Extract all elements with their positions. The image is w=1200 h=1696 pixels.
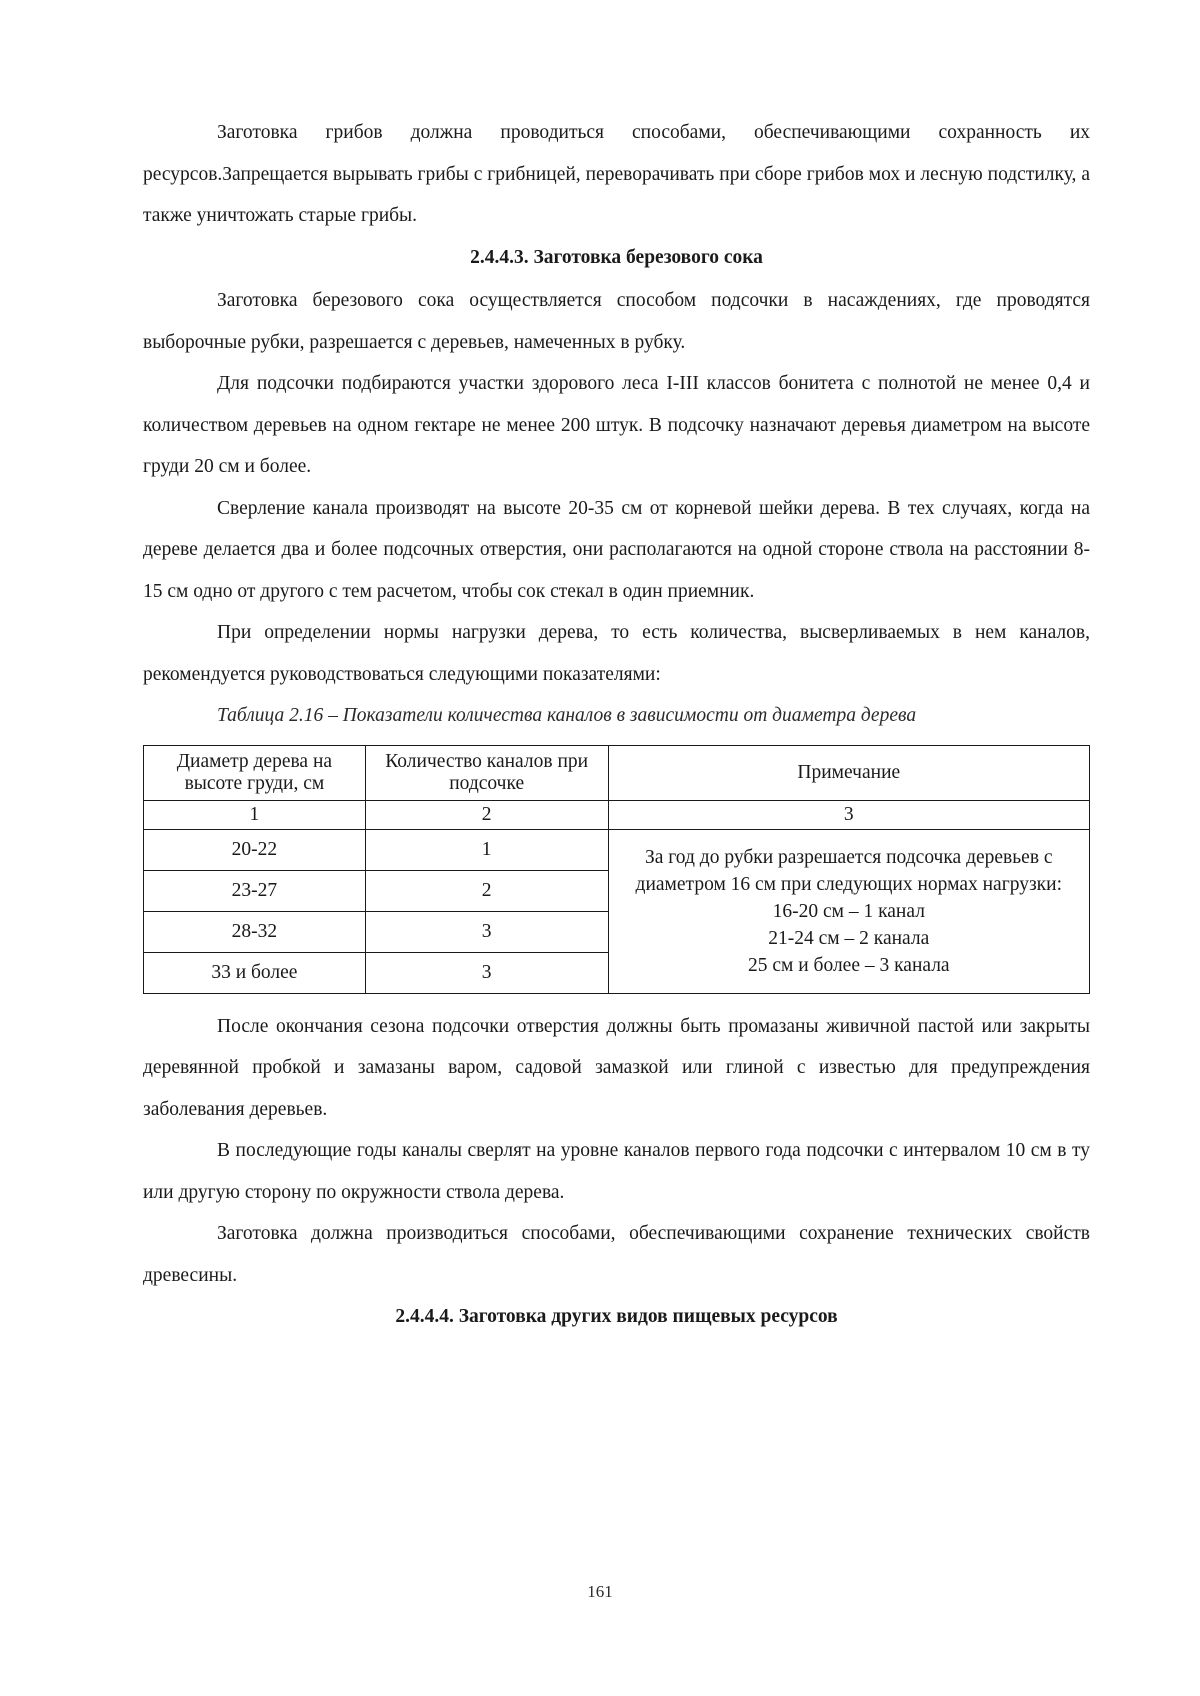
channels-table [143, 745, 1090, 994]
note-line: 25 см и более – 3 канала [747, 954, 950, 976]
header-cell-diameter: Диаметр дерева на высоте груди, см [144, 745, 366, 800]
table-cell-channels: 1 [365, 829, 608, 870]
note-line: 21-24 см – 2 канала [768, 927, 930, 949]
table-column-number-row [144, 800, 1090, 829]
table-cell-diameter: 23-27 [144, 870, 366, 911]
paragraph-drilling: Сверление канала производят на высоте 20-35 см от корневой шейки дерева. В тех случаях, когда на дереве делается два и более подсочных отверстия, они располагаются на одной стороне ствола на расстоянии 8-15 см одно от другого с тем расчетом, чтобы сок стекал в один приемник. [143, 497, 1090, 602]
header-cell-note: Примечание [608, 745, 1089, 800]
paragraph-mushrooms: Заготовка грибов должна проводиться способами, обеспечивающими сохранность их ресурсов.Запрещается вырывать грибы с грибницей, переворачивать при сборе грибов мох и лесную подстилку, а также уничтожать старые грибы. [143, 122, 1090, 226]
paragraph-after-season: После окончания сезона подсочки отверстия должны быть промазаны живичной пастой или закрыты деревянной пробкой и замазаны варом, садовой замазкой или глиной с известью для предупреждения заболевания деревьев. [143, 1015, 1090, 1120]
paragraph-tapping-selection: Для подсочки подбираются участки здорового леса I-III классов бонитета с полнотой не менее 0,4 и количеством деревьев на одном гектаре не менее 200 штук. В подсочку назначают деревья диаметром на высоте груди 20 см и более. [143, 373, 1090, 477]
column-number: 3 [608, 800, 1089, 829]
paragraph-wood-properties: Заготовка должна производиться способами, обеспечивающими сохранение технических свойств древесины. [143, 1223, 1090, 1286]
paragraph-following-years: В последующие годы каналы сверлят на уровне каналов первого года подсочки с интервалом 10 см в ту или другую сторону по окружности ствола дерева. [143, 1140, 1090, 1203]
section-heading-other-food-resources: 2.4.4.4. Заготовка других видов пищевых ресурсов [395, 1306, 838, 1327]
note-line: За год до рубки разрешается подсочка деревьев с диаметром 16 см при следующих нормах нагрузки: [635, 846, 1062, 895]
paragraph-load-norm: При определении нормы нагрузки дерева, то есть количества, высверливаемых в нем каналов, рекомендуется руководствоваться следующими показателями: [143, 622, 1090, 685]
column-number: 2 [365, 800, 608, 829]
table-cell-diameter: 33 и более [144, 952, 366, 993]
header-cell-channels: Количество каналов при подсочке [365, 745, 608, 800]
table-cell-channels: 3 [365, 911, 608, 952]
table-cell-channels: 2 [365, 870, 608, 911]
paragraph-birch-sap-intro: Заготовка березового сока осуществляется способом подсочки в насаждениях, где проводятся выборочные рубки, разрешается с деревьев, намеченных в рубку. [143, 290, 1090, 353]
note-line: 16-20 см – 1 канал [772, 900, 925, 922]
column-number: 1 [144, 800, 366, 829]
table-cell-diameter: 20-22 [144, 829, 366, 870]
page-number: 161 [587, 1582, 613, 1601]
table-header-row [144, 745, 1090, 800]
document-page [143, 112, 1090, 1338]
table-cell-note [608, 829, 1089, 993]
table-cell-diameter: 28-32 [144, 911, 366, 952]
table-row [144, 829, 1090, 870]
table-cell-channels: 3 [365, 952, 608, 993]
section-heading-birch-sap: 2.4.4.3. Заготовка березового сока [470, 246, 763, 268]
table-caption: Таблица 2.16 – Показатели количества каналов в зависимости от диаметра дерева [217, 705, 917, 726]
